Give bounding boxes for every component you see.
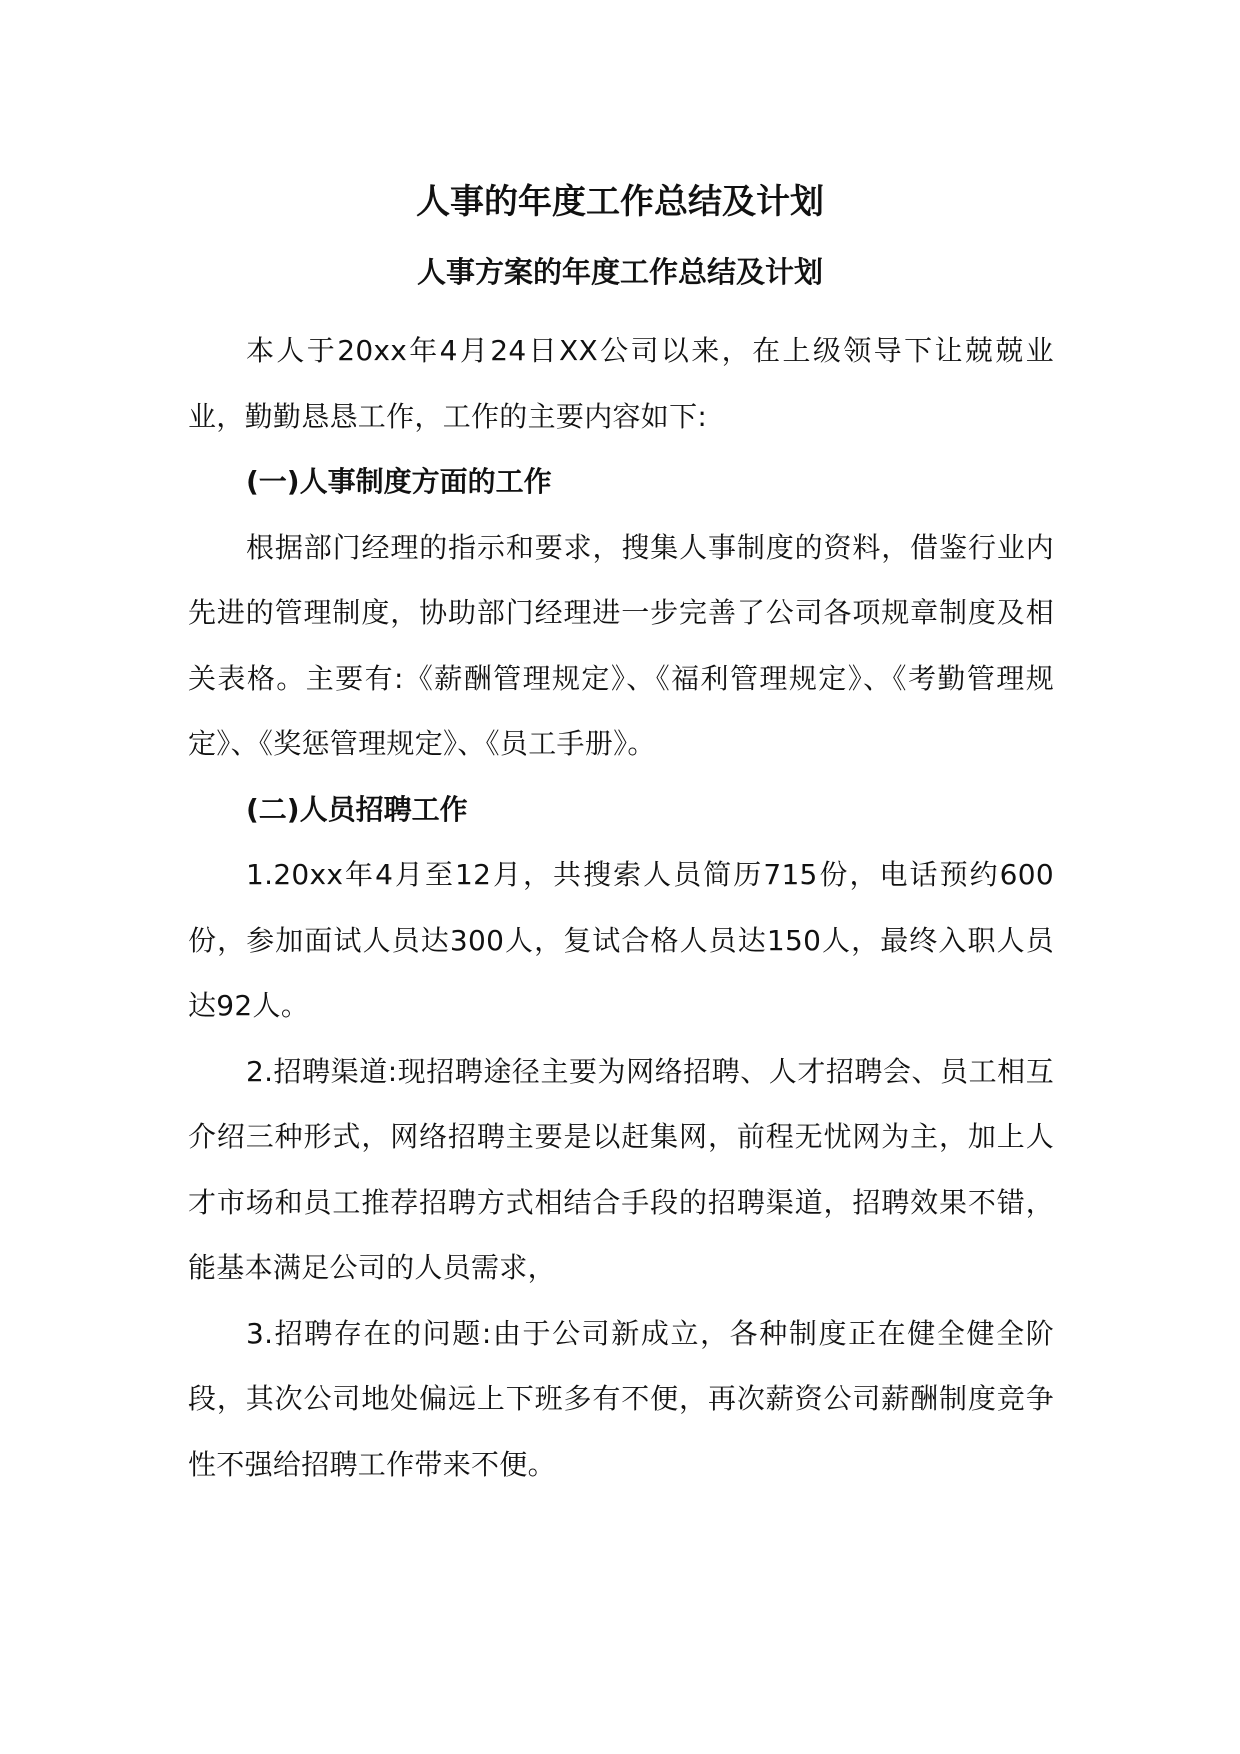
intro-paragraph: 本人于20xx年4月24日XX公司以来，在上级领导下让兢兢业业，勤勤恳恳工作，工作的主要内容如下: [188, 334, 1054, 433]
recruitment-item-1: 1.20xx年4月至12月，共搜索人员简历715份，电话预约600份，参加面试人员达300人，复试合格人员达150人，最终入职人员达92人。 [188, 858, 1054, 1022]
section-heading-recruitment: (二)人员招聘工作 [246, 792, 468, 826]
document-body [188, 318, 1054, 1497]
recruitment-item-3: 3.招聘存在的问题:由于公司新成立，各种制度正在健全健全阶段，其次公司地处偏远上下班多有不便，再次薪资公司薪酬制度竞争性不强给招聘工作带来不便。 [188, 1316, 1054, 1481]
recruitment-item-2: 2.招聘渠道:现招聘途径主要为网络招聘、人才招聘会、员工相互介绍三种形式，网络招聘主要是以赶集网，前程无忧网为主，加上人才市场和员工推荐招聘方式相结合手段的招聘渠道，招聘效果不错，能基本满足公司的人员需求， [188, 1054, 1054, 1284]
personnel-system-paragraph: 根据部门经理的指示和要求，搜集人事制度的资料，借鉴行业内先进的管理制度，协助部门经理进一步完善了公司各项规章制度及相关表格。主要有:《薪酬管理规定》、《福利管理规定》、《考勤管理规定》、《奖惩管理规定》、《员工手册》。 [188, 530, 1054, 760]
document-subtitle: 人事方案的年度工作总结及计划 [416, 255, 823, 289]
document-title: 人事的年度工作总结及计划 [416, 182, 824, 222]
section-heading-personnel-system: (一)人事制度方面的工作 [246, 465, 552, 498]
